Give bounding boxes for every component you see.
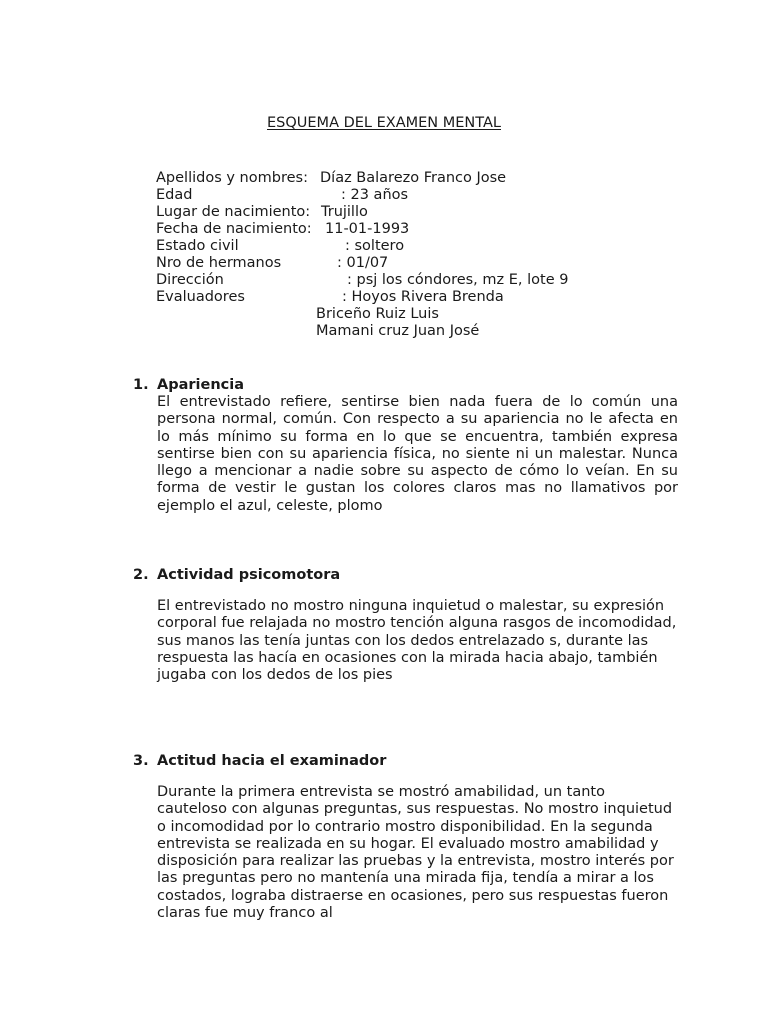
- info-value: Díaz Balarezo Franco Jose: [320, 170, 507, 186]
- info-value: : soltero: [345, 238, 405, 254]
- info-value: Trujillo: [321, 204, 368, 220]
- section-heading: [133, 752, 678, 770]
- document-title: [0, 115, 768, 131]
- section-apariencia: [133, 376, 678, 515]
- section-actividad-psicomotora: [133, 566, 678, 684]
- section-number: 1.: [133, 377, 149, 393]
- section-actitud-examinador: [133, 752, 678, 922]
- section-number: 3.: [133, 753, 149, 769]
- info-label: Nro de hermanos: [156, 255, 282, 271]
- section-title: Apariencia: [157, 377, 245, 393]
- info-value: 11-01-1993: [325, 221, 410, 237]
- section-body: El entrevistado refiere, sentirse bien nada fuera de lo común una persona normal, común. Con respecto a su apariencia no le afecta en lo más mínimo su forma en lo que se encuentra, también expresa sentirse bien con su apariencia física, no siente ni un malestar. Nunca llego a mencionar a nadie sobre su aspecto de cómo lo veían. En su forma de vestir le gustan los colores claros mas no llamativos por ejemplo el azul, celeste, plomo: [157, 394, 678, 514]
- info-label: Apellidos y nombres:: [156, 170, 308, 186]
- section-title: Actitud hacia el examinador: [157, 753, 387, 769]
- section-number: 2.: [133, 567, 149, 583]
- section-heading: [133, 376, 678, 394]
- info-value: Mamani cruz Juan José: [316, 323, 480, 339]
- info-label: Fecha de nacimiento:: [156, 221, 312, 237]
- info-value: : Hoyos Rivera Brenda: [342, 289, 504, 305]
- document-title-text: ESQUEMA DEL EXAMEN MENTAL: [267, 115, 501, 131]
- info-label: Lugar de nacimiento:: [156, 204, 311, 220]
- info-value: : 23 años: [341, 187, 409, 203]
- info-label: Dirección: [156, 272, 224, 288]
- info-label: Evaluadores: [156, 289, 245, 305]
- section-body: El entrevistado no mostro ninguna inquietud o malestar, su expresión corporal fue relajada no mostro tención alguna rasgos de incomodidad, sus manos las tenía juntas con los dedos entrelazado s, durante las respuesta las hacía en ocasiones con la mirada hacia abajo, también jugaba con los dedos de los pies: [157, 598, 677, 684]
- section-body: Durante la primera entrevista se mostró amabilidad, un tanto cauteloso con algunas preguntas, sus respuestas. No mostro inquietud o incomodidad por lo contrario mostro disponibilidad. En la segunda entrevista se realizada en su hogar. El evaluado mostro amabilidad y disposición para realizar las pruebas y la entrevista, mostro interés por las preguntas pero no mantenía una mirada fija, tendía a mirar a los costados, lograba distraerse en ocasiones, pero sus respuestas fueron claras fue muy franco al: [157, 784, 674, 922]
- info-value: : 01/07: [337, 255, 389, 271]
- info-label: Edad: [156, 187, 193, 203]
- section-heading: [133, 566, 678, 584]
- info-value: : psj los cóndores, mz E, lote 9: [347, 272, 569, 288]
- info-value: Briceño Ruiz Luis: [316, 306, 439, 322]
- info-label: Estado civil: [156, 238, 239, 254]
- section-title: Actividad psicomotora: [157, 567, 341, 583]
